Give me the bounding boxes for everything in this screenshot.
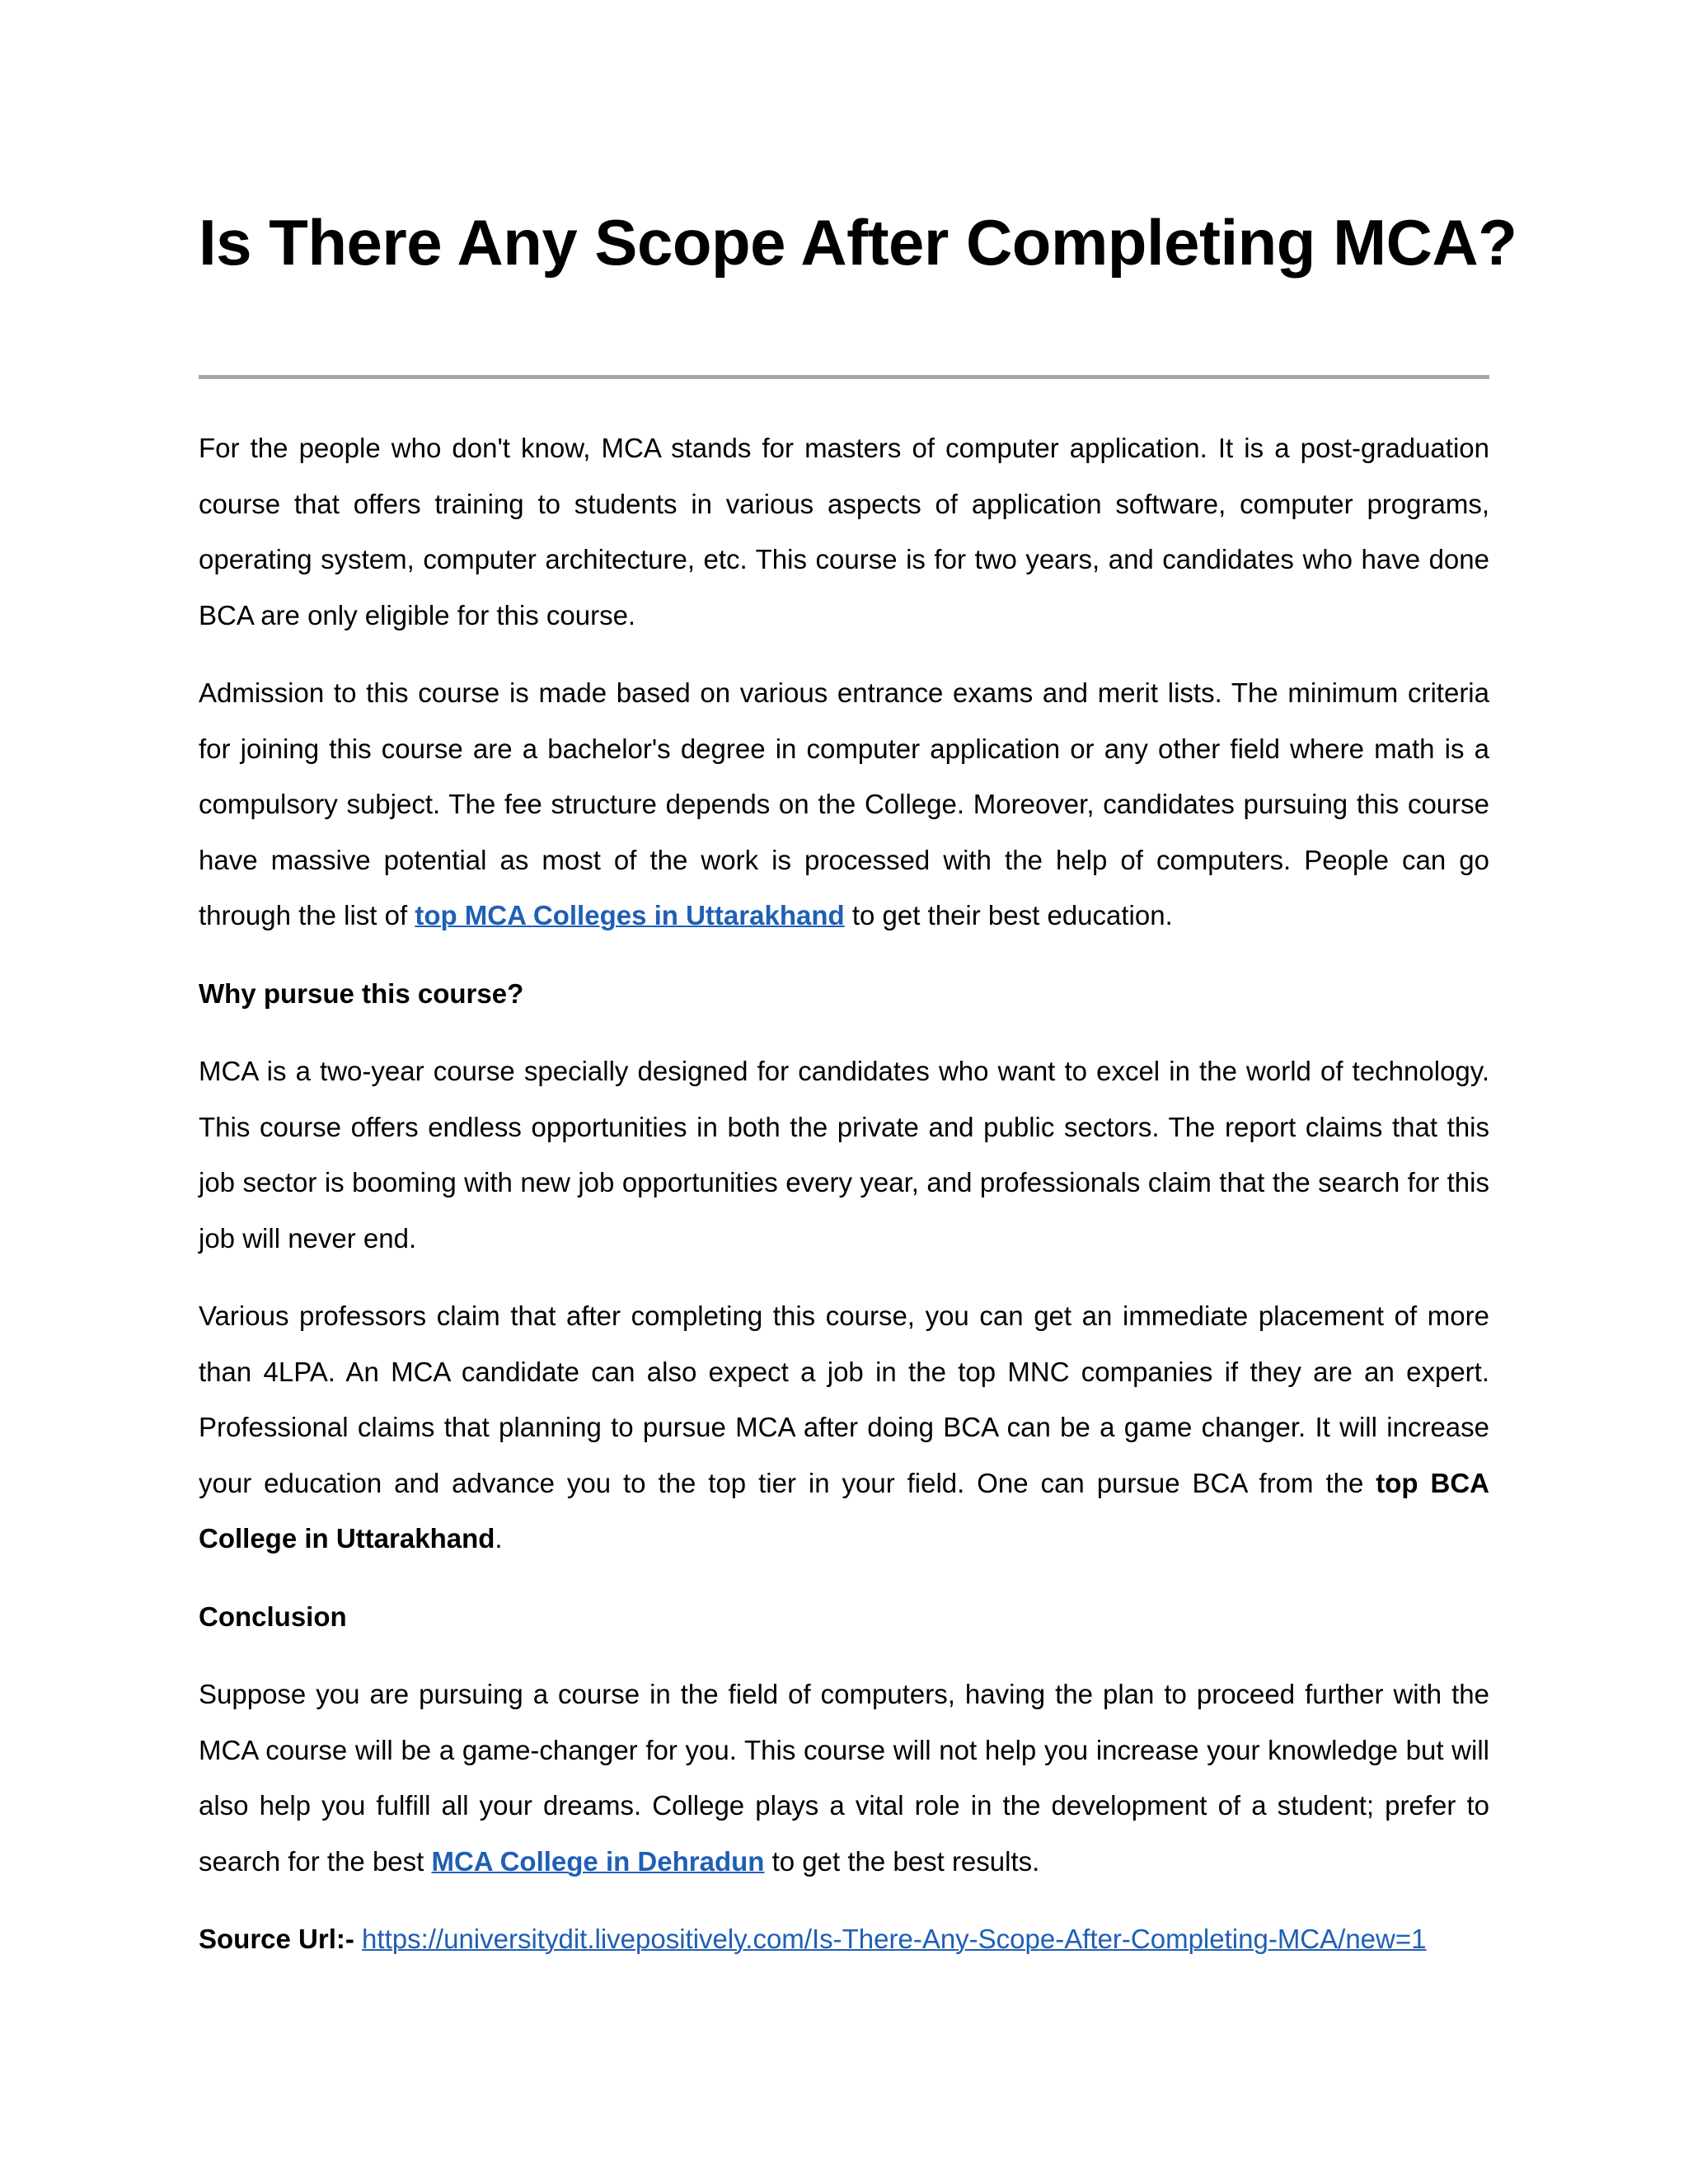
paragraph-two-year-course: MCA is a two-year course specially designed for candidates who want to excel in the world of technology. This course offers endless opportunities in both the private and public sectors. The report claims that this job sector is booming with new job opportunities every year, and professionals claim that the search for this job will never end.	[199, 1056, 1489, 1254]
source-url-label: Source Url:-	[199, 1924, 354, 1954]
paragraph-admission	[199, 665, 1489, 944]
paragraph-admission-end: to get their best education.	[844, 900, 1173, 930]
page-title: Is There Any Scope After Completing MCA?	[199, 206, 1517, 279]
paragraph-admission-text: Admission to this course is made based on various entrance exams and merit lists. The minimum criteria for joining this course are a bachelor's degree in computer application or any other field where math is a compulsory subject. The fee structure depends on the College. Moreover, candidates pursuing this course have massive potential as most of the work is processed with the help of computers. People can go through the list of	[199, 677, 1489, 930]
article-body	[199, 420, 1489, 1990]
heading-why-pursue: Why pursue this course?	[199, 977, 524, 1009]
link-top-mca-colleges-uttarakhand[interactable]: top MCA Colleges in Uttarakhand	[415, 900, 845, 930]
heading-conclusion: Conclusion	[199, 1601, 347, 1632]
source-url-spacer	[354, 1924, 362, 1954]
paragraph-placement-end: .	[495, 1523, 503, 1554]
bold-top-bca-college: top BCA College in Uttarakhand	[199, 1467, 1490, 1554]
source-url-line	[199, 1911, 1489, 1967]
paragraph-conclusion-end: to get the best results.	[764, 1845, 1040, 1877]
paragraph-intro: For the people who don't know, MCA stands for masters of computer application. It is a post-graduation course that offers training to students in various aspects of application software, computer programs, operating system, computer architecture, etc. This course is for two years, and candidates who have done BCA are only eligible for this course.	[199, 433, 1489, 630]
paragraph-placement-text: Various professors claim that after completing this course, you can get an immediate placement of more than 4LPA. An MCA candidate can also expect a job in the top MNC companies if they are an expert. Professional claims that planning to pursue MCA after doing BCA can be a game changer. It will increase your education and advance you to the top tier in your field. One can pursue BCA from the	[199, 1301, 1489, 1498]
source-url-link[interactable]: https://universitydit.livepositively.com/Is-There-Any-Scope-After-Completing-MCA/new=1	[362, 1924, 1427, 1954]
title-divider	[199, 375, 1489, 379]
paragraph-conclusion-text: Suppose you are pursuing a course in the field of computers, having the plan to proceed further with the MCA course will be a game-changer for you. This course will not help you increase your knowledge but will also help you fulfill all your dreams. College plays a vital role in the development of a student; prefer to search for the best	[199, 1679, 1489, 1877]
link-mca-college-dehradun[interactable]: MCA College in Dehradun	[431, 1845, 765, 1877]
paragraph-placement	[199, 1288, 1489, 1567]
paragraph-conclusion	[199, 1666, 1489, 1889]
